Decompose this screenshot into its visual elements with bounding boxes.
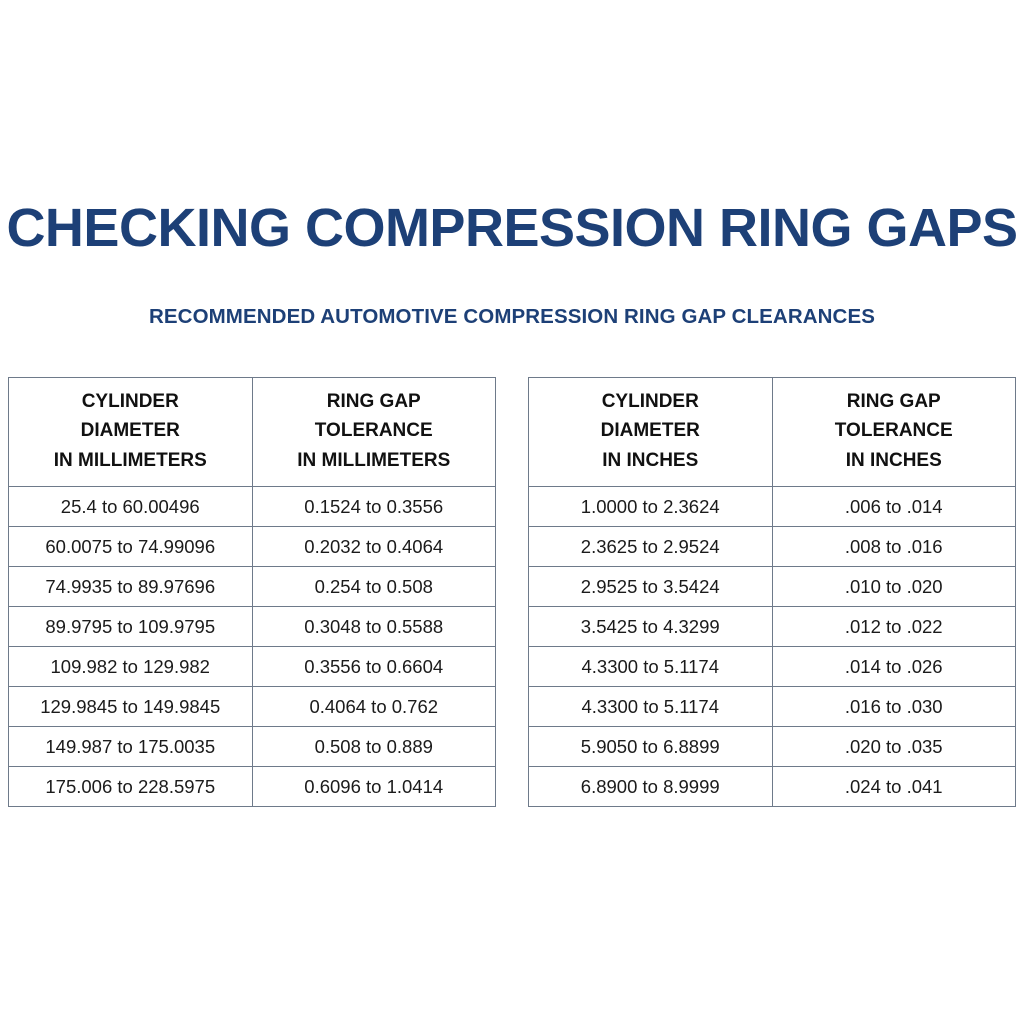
table-row: [9, 687, 496, 727]
cell-cylinder-diameter: 109.982 to 129.982: [9, 647, 253, 687]
cell-ring-gap-tolerance: .010 to .020: [772, 567, 1016, 607]
table-row: [529, 767, 1016, 807]
cell-cylinder-diameter: 3.5425 to 4.3299: [529, 607, 773, 647]
cell-ring-gap-tolerance: 0.1524 to 0.3556: [252, 487, 496, 527]
cell-ring-gap-tolerance: .024 to .041: [772, 767, 1016, 807]
cell-ring-gap-tolerance: 0.3048 to 0.5588: [252, 607, 496, 647]
table-row: [9, 607, 496, 647]
cell-ring-gap-tolerance: .012 to .022: [772, 607, 1016, 647]
cell-ring-gap-tolerance: .020 to .035: [772, 727, 1016, 767]
column-header-ring-gap-tolerance-in: RING GAP TOLERANCE IN INCHES: [772, 378, 1016, 487]
column-header-cylinder-diameter-mm: CYLINDER DIAMETER IN MILLIMETERS: [9, 378, 253, 487]
table-header-row: [9, 378, 496, 487]
page-title: CHECKING COMPRESSION RING GAPS: [6, 198, 1018, 258]
table-row: [9, 487, 496, 527]
cell-ring-gap-tolerance: .016 to .030: [772, 687, 1016, 727]
table-row: [529, 647, 1016, 687]
imperial-table: [528, 377, 1016, 807]
table-row: [529, 487, 1016, 527]
cell-cylinder-diameter: 74.9935 to 89.97696: [9, 567, 253, 607]
column-header-ring-gap-tolerance-mm: RING GAP TOLERANCE IN MILLIMETERS: [252, 378, 496, 487]
cell-cylinder-diameter: 129.9845 to 149.9845: [9, 687, 253, 727]
cell-cylinder-diameter: 6.8900 to 8.9999: [529, 767, 773, 807]
table-row: [529, 687, 1016, 727]
cell-cylinder-diameter: 25.4 to 60.00496: [9, 487, 253, 527]
tables-container: [8, 377, 1016, 807]
table-row: [9, 647, 496, 687]
cell-ring-gap-tolerance: 0.508 to 0.889: [252, 727, 496, 767]
cell-cylinder-diameter: 1.0000 to 2.3624: [529, 487, 773, 527]
table-row: [9, 527, 496, 567]
cell-ring-gap-tolerance: .014 to .026: [772, 647, 1016, 687]
cell-cylinder-diameter: 175.006 to 228.5975: [9, 767, 253, 807]
cell-ring-gap-tolerance: 0.4064 to 0.762: [252, 687, 496, 727]
cell-ring-gap-tolerance: 0.254 to 0.508: [252, 567, 496, 607]
cell-cylinder-diameter: 89.9795 to 109.9795: [9, 607, 253, 647]
cell-ring-gap-tolerance: 0.6096 to 1.0414: [252, 767, 496, 807]
cell-cylinder-diameter: 4.3300 to 5.1174: [529, 687, 773, 727]
table-row: [529, 607, 1016, 647]
table-row: [9, 767, 496, 807]
cell-ring-gap-tolerance: 0.3556 to 0.6604: [252, 647, 496, 687]
table-row: [529, 567, 1016, 607]
cell-cylinder-diameter: 60.0075 to 74.99096: [9, 527, 253, 567]
table-row: [529, 727, 1016, 767]
cell-cylinder-diameter: 2.9525 to 3.5424: [529, 567, 773, 607]
table-header-row: [529, 378, 1016, 487]
table-row: [9, 727, 496, 767]
cell-cylinder-diameter: 149.987 to 175.0035: [9, 727, 253, 767]
table-row: [529, 527, 1016, 567]
cell-ring-gap-tolerance: .008 to .016: [772, 527, 1016, 567]
column-header-cylinder-diameter-in: CYLINDER DIAMETER IN INCHES: [529, 378, 773, 487]
cell-ring-gap-tolerance: 0.2032 to 0.4064: [252, 527, 496, 567]
page-subtitle: RECOMMENDED AUTOMOTIVE COMPRESSION RING GAP CLEARANCES: [149, 305, 875, 328]
metric-table: [8, 377, 496, 807]
table-row: [9, 567, 496, 607]
cell-ring-gap-tolerance: .006 to .014: [772, 487, 1016, 527]
cell-cylinder-diameter: 5.9050 to 6.8899: [529, 727, 773, 767]
cell-cylinder-diameter: 4.3300 to 5.1174: [529, 647, 773, 687]
cell-cylinder-diameter: 2.3625 to 2.9524: [529, 527, 773, 567]
